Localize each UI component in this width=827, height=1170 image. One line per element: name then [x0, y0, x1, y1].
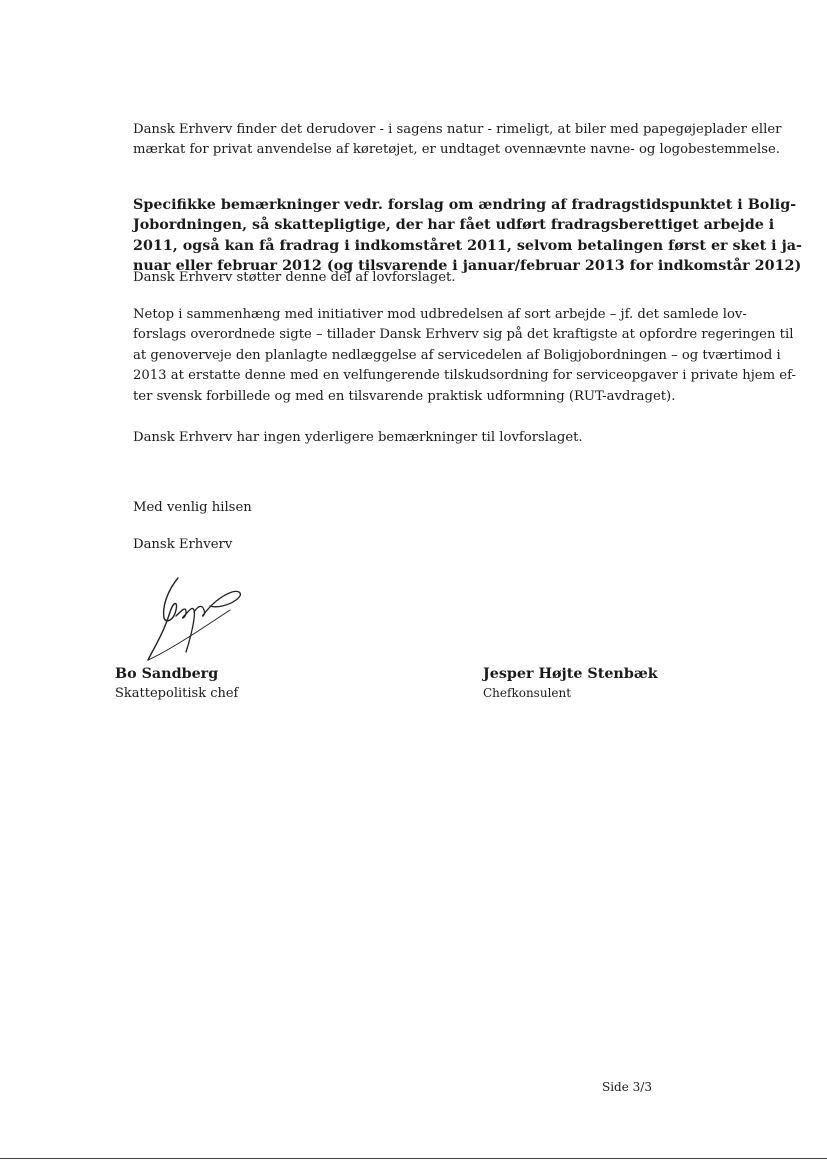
text-line: ter svensk forbillede og med en tilsvarende praktisk udformning (RUT-avdraget). — [133, 388, 676, 404]
text-line: Dansk Erhverv finder det derudover - i sagens natur - rimeligt, at biler med papegøjeplader eller — [133, 122, 782, 137]
text-line: Dansk Erhverv støtter denne del af lovforslaget. — [133, 270, 456, 285]
heading-line: 2011, også kan få fradrag i indkomståret 2011, selvom betalingen først er sket i ja- — [133, 237, 802, 254]
page-bottom-edge — [0, 1158, 827, 1159]
text-line: forslags overordnede sigte – tillader Dansk Erhverv sig på det kraftigste at opfordre regeringen til — [133, 327, 794, 343]
signatory-name: Bo Sandberg — [115, 666, 219, 682]
closing-greeting — [133, 498, 753, 518]
organization-name — [133, 535, 753, 555]
text-line: at genoverveje den planlagte nedlæggelse af servicedelen af Boligjobordningen – og tværtimod i — [133, 347, 781, 363]
signatory-block-1 — [115, 665, 238, 703]
paragraph-black-labour — [133, 305, 796, 407]
text-line: 2013 at erstatte denne med en velfungerende tilskudsordning for serviceopgaver i private hjem ef- — [133, 368, 796, 384]
signatory-title: Skattepolitisk chef — [115, 686, 239, 701]
heading-line: Jobordningen, så skattepligtige, der har fået udført fradragsberettiget arbejde i — [133, 217, 775, 234]
page-number: Side 3/3 — [602, 1080, 652, 1094]
text-line: Dansk Erhverv — [133, 537, 233, 552]
text-line: Netop i sammenhæng med initiativer mod udbredelsen af sort arbejde – jf. det samlede lov- — [133, 307, 747, 322]
signatory-block-2 — [483, 665, 658, 703]
handwritten-signature — [140, 570, 260, 665]
paragraph-support — [133, 268, 753, 288]
text-line: mærkat for privat anvendelse af køretøjet, er undtaget ovennævnte navne- og logobestemmelse. — [133, 142, 780, 158]
text-line: Med venlig hilsen — [133, 500, 252, 515]
signatory-title: Chefkonsulent — [483, 686, 572, 700]
heading-line: Specifikke bemærkninger vedr. forslag om ændring af fradragstidspunktet i Bolig- — [133, 197, 797, 213]
paragraph-no-further-remarks — [133, 428, 753, 448]
paragraph-vehicle-exemption — [133, 120, 782, 161]
text-line: Dansk Erhverv har ingen yderligere bemærkninger til lovforslaget. — [133, 430, 583, 445]
section-heading — [133, 195, 802, 277]
heading-line: nuar eller februar 2012 (og tilsvarende i januar/februar 2013 for indkomstår 2012) — [133, 258, 802, 275]
signatory-name: Jesper Højte Stenbæk — [483, 666, 658, 682]
